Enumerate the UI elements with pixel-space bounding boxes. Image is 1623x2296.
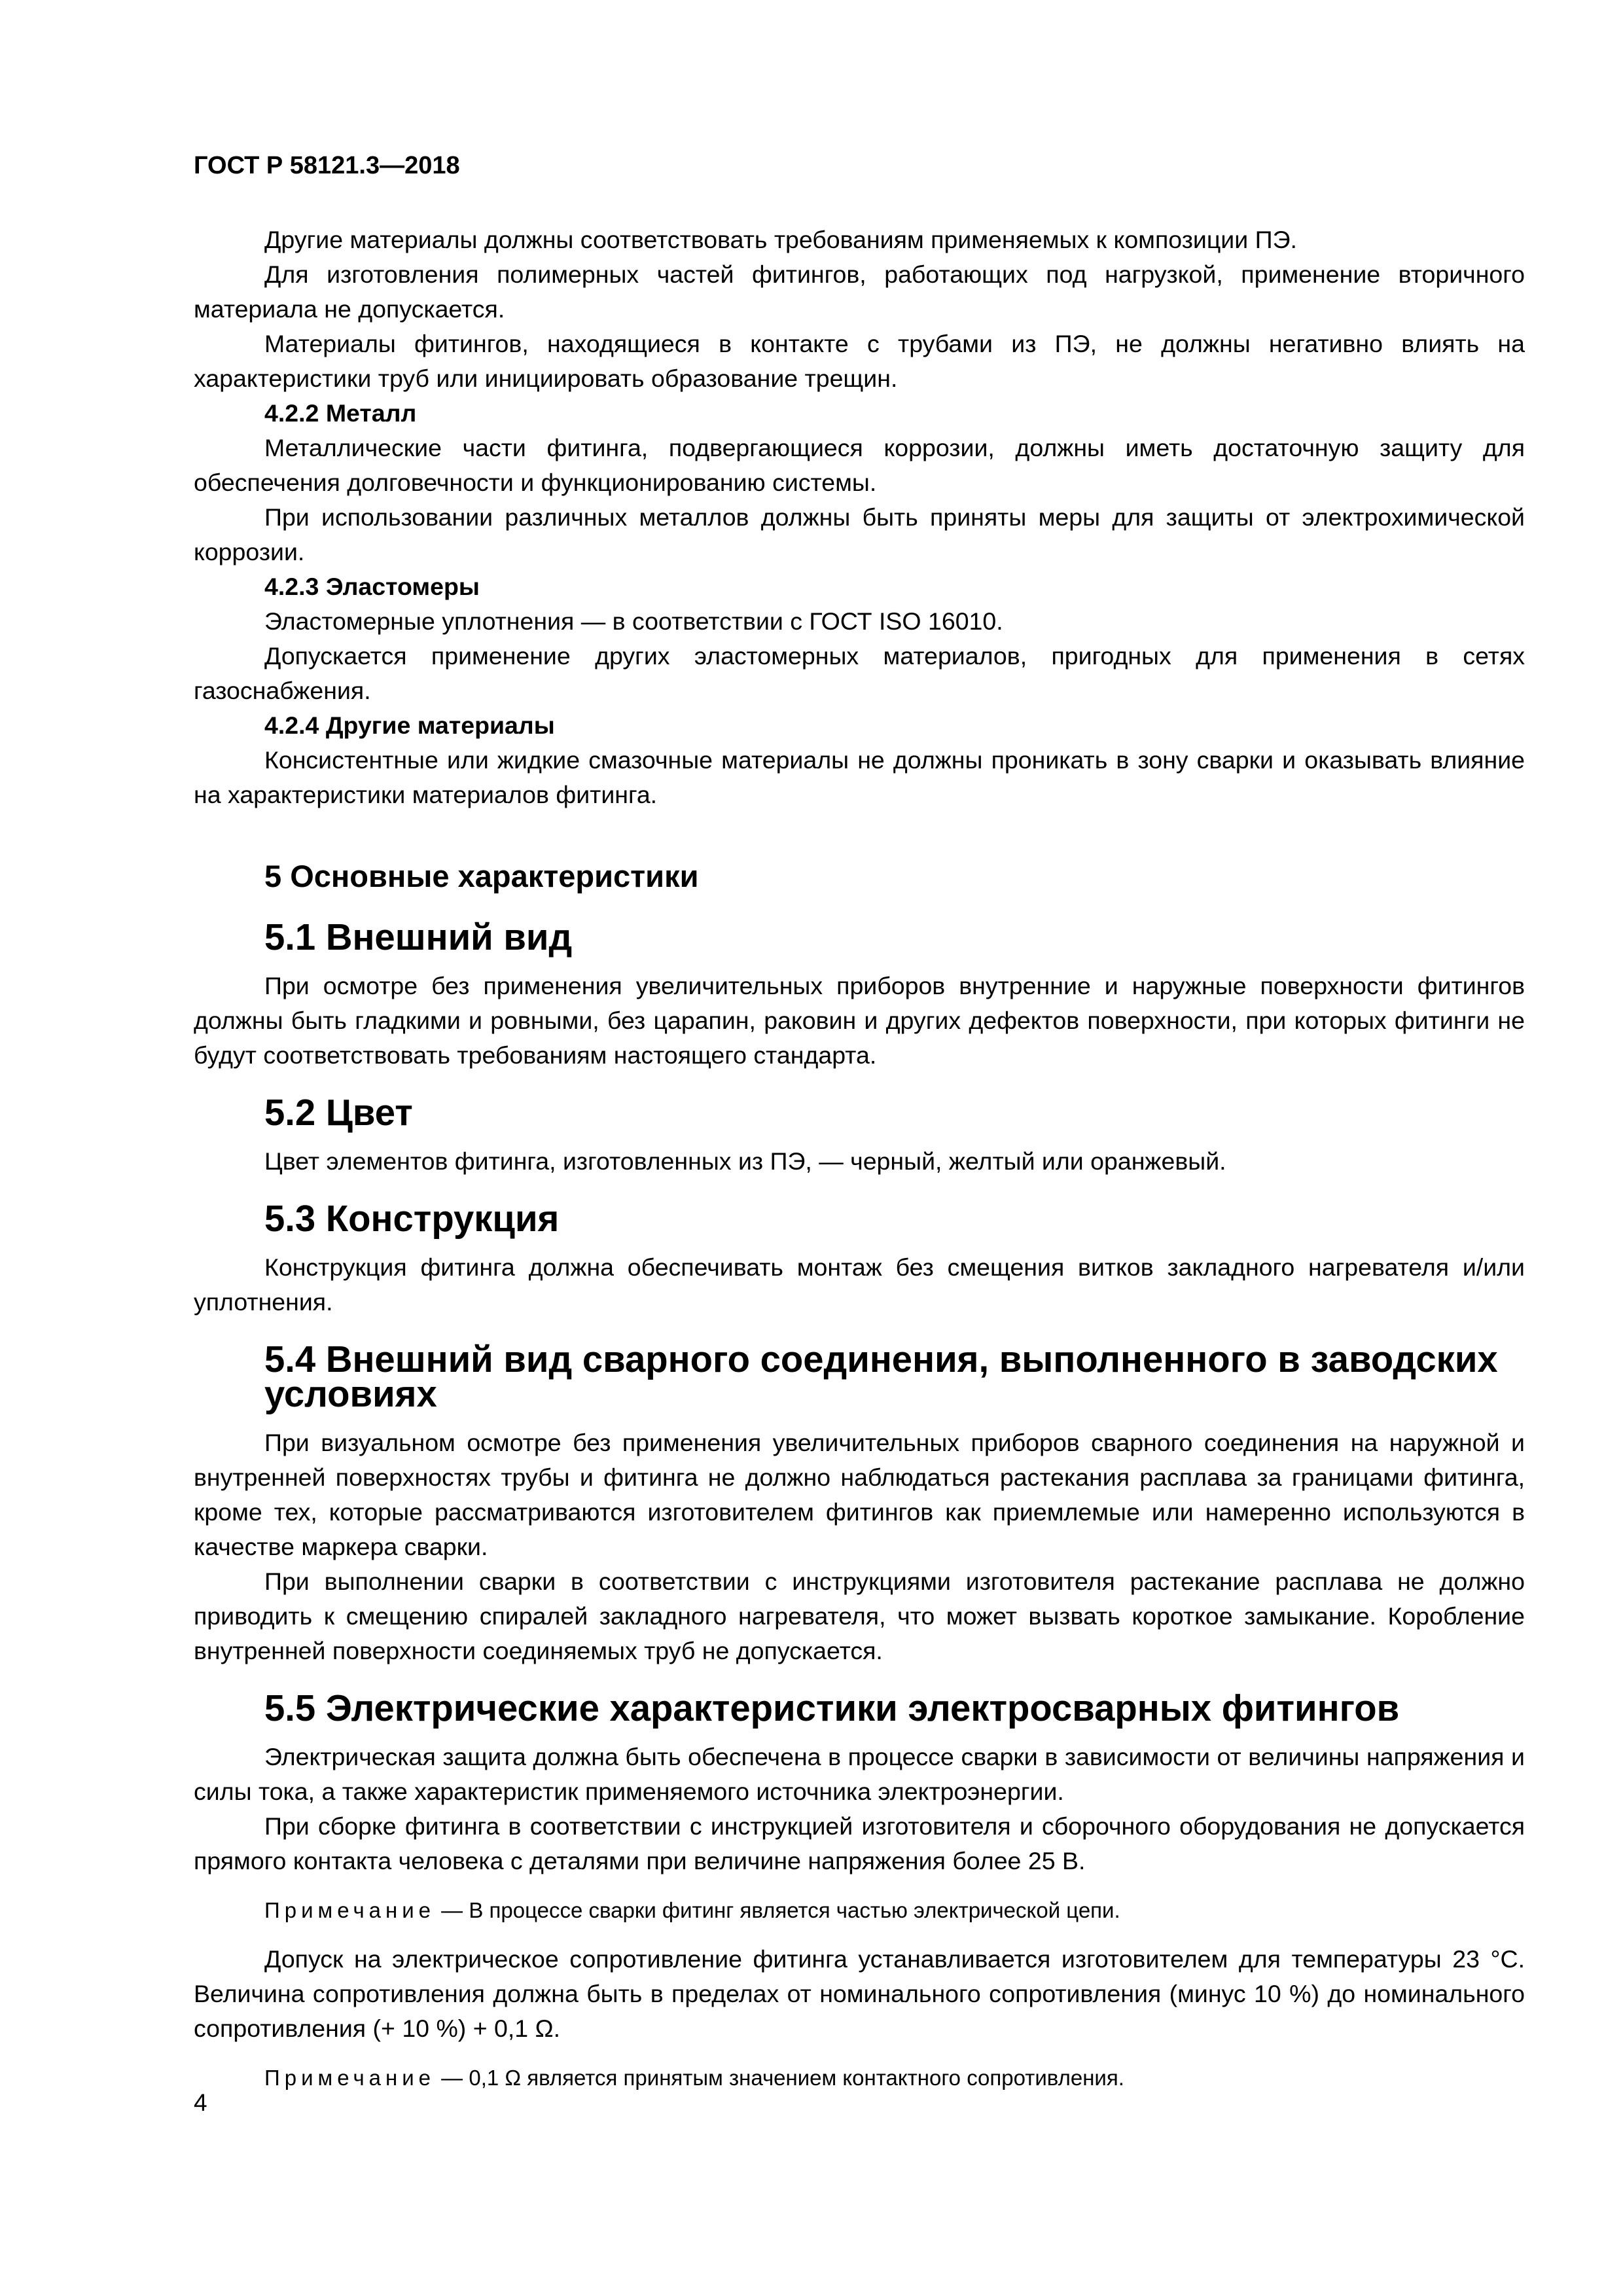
paragraph: Допуск на электрическое сопротивление фитинга устанавливается изготовителем для температуры 23 °С. Величина сопротивления должна быть в пределах от номинального сопротивления (минус 10 %) до номинального сопротивления (+ 10 %) + 0,1 Ω.	[194, 1945, 1525, 2042]
document-body	[194, 223, 1525, 2109]
paragraph: Другие материалы должны соответствовать требованиям применяемых к композиции ПЭ.	[264, 226, 1297, 253]
paragraph: При визуальном осмотре без применения увеличительных приборов сварного соединения на наружной и внутренней поверхностях трубы и фитинга не должно наблюдаться растекания расплава за границами фитинга, кроме тех, которые рассматриваются изготовителем фитингов как приемлемые или намеренно используются в качестве маркера сварки.	[194, 1429, 1525, 1560]
note-label: Примечание	[264, 1898, 436, 1922]
clause-heading: 5.5 Электрические характеристики электросварных фитингов	[264, 1687, 1400, 1729]
paragraph: При выполнении сварки в соответствии с инструкциями изготовителя растекание расплава не должно приводить к смещению спиралей закладного нагревателя, что может вызвать короткое замыкание. Коробление внутренней поверхности соединяемых труб не допускается.	[194, 1568, 1525, 1664]
paragraph: Металлические части фитинга, подвергающиеся коррозии, должны иметь достаточную защиту для обеспечения долговечности и функционированию системы.	[194, 434, 1525, 496]
subsection-heading: 4.2.3 Эластомеры	[264, 573, 480, 600]
paragraph: Материалы фитингов, находящиеся в контакте с трубами из ПЭ, не должны негативно влиять на характеристики труб или инициировать образование трещин.	[194, 330, 1525, 392]
page-number: 4	[194, 2089, 207, 2116]
paragraph: Для изготовления полимерных частей фитингов, работающих под нагрузкой, применение вторичного материала не допускается.	[194, 260, 1525, 323]
note	[194, 2060, 1525, 2095]
paragraph: Конструкция фитинга должна обеспечивать монтаж без смещения витков закладного нагревателя и/или уплотнения.	[194, 1253, 1525, 1316]
paragraph: При использовании различных металлов должны быть приняты меры для защиты от электрохимической коррозии.	[194, 503, 1525, 565]
paragraph: Эластомерные уплотнения — в соответствии с ГОСТ ISO 16010.	[264, 607, 1003, 635]
standard-header: ГОСТ Р 58121.3—2018	[194, 152, 460, 179]
paragraph: Электрическая защита должна быть обеспечена в процессе сварки в зависимости от величины напряжения и силы тока, а также характеристик применяемого источника электроэнергии.	[194, 1743, 1525, 1805]
clause-heading: 5.4 Внешний вид сварного соединения, выполненного в заводских условиях	[264, 1338, 1498, 1414]
paragraph: Консистентные или жидкие смазочные материалы не должны проникать в зону сварки и оказывать влияние на характеристики материалов фитинга.	[194, 746, 1525, 808]
note	[194, 1893, 1525, 1928]
paragraph: Допускается применение других эластомерных материалов, пригодных для применения в сетях газоснабжения.	[194, 642, 1525, 704]
note-text: — В процессе сварки фитинг является частью электрической цепи.	[435, 1898, 1120, 1922]
paragraph: При сборке фитинга в соответствии с инструкцией изготовителя и сборочного оборудования не допускается прямого контакта человека с деталями при величине напряжения более 25 В.	[194, 1812, 1525, 1874]
paragraph: Цвет элементов фитинга, изготовленных из ПЭ, — черный, желтый или оранжевый.	[264, 1147, 1226, 1175]
subsection-heading: 4.2.2 Металл	[264, 399, 417, 427]
note-label: Примечание	[264, 2066, 436, 2090]
clause-heading: 5.1 Внешний вид	[264, 916, 573, 958]
section-heading: 5 Основные характеристики	[264, 859, 699, 893]
clause-heading: 5.3 Конструкция	[264, 1198, 560, 1239]
paragraph: При осмотре без применения увеличительных приборов внутренние и наружные поверхности фитингов должны быть гладкими и ровными, без царапин, раковин и других дефектов поверхности, при которых фитинги не будут соответствовать требованиям настоящего стандарта.	[194, 972, 1525, 1069]
clause-heading: 5.2 Цвет	[264, 1092, 413, 1133]
subsection-heading: 4.2.4 Другие материалы	[264, 711, 555, 739]
note-text: — 0,1 Ω является принятым значением контактного сопротивления.	[435, 2066, 1124, 2090]
